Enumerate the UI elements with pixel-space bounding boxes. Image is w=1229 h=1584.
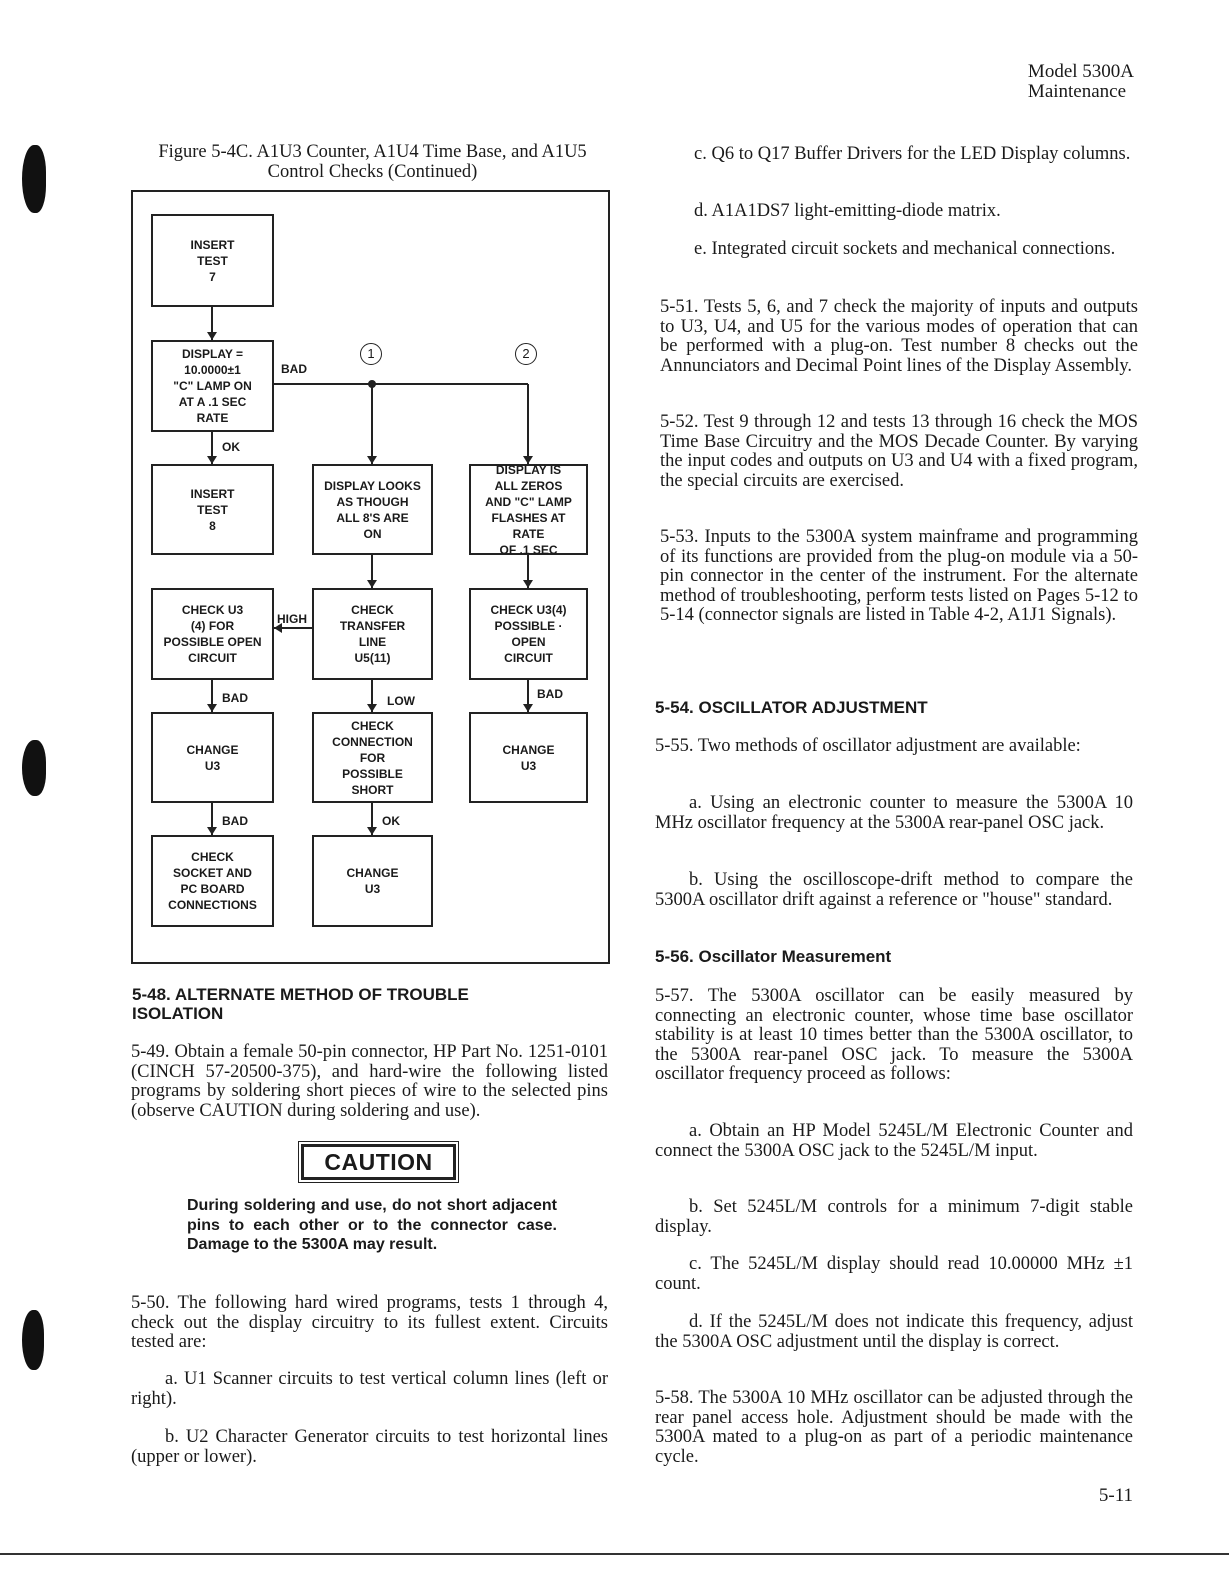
box-check-u3-4: CHECK U3 (4) FOR POSSIBLE OPEN CIRCUIT [151,588,274,680]
para-5-50-b: b. U2 Character Generator circuits to test horizontal lines (upper or lower). [131,1427,608,1467]
header-model: Model 5300A [1027,61,1134,82]
caution-text: During soldering and use, do not short adjacent pins to each other or to the connector case. Damage to the 5300A may result. [187,1197,557,1253]
box-check-u3-4-open: CHECK U3(4) POSSIBLE · OPEN CIRCUIT [469,588,588,680]
box-check-connection: CHECK CONNECTION FOR POSSIBLE SHORT [312,712,433,803]
para-5-57-a: a. Obtain an HP Model 5245L/M Electronic Counter and connect the 5300A OSC jack to the 5245L/M input. [655,1121,1133,1161]
para-e: e. Integrated circuit sockets and mechanical connections. [694,239,1116,259]
box-insert-test-8: INSERT TEST 8 [151,464,274,555]
label-bad-change: BAD [222,814,248,828]
label-bad-right: BAD [537,687,563,701]
para-5-55: 5-55. Two methods of oscillator adjustment are available: [655,736,1081,756]
section-5-48-title: 5-48. ALTERNATE METHOD OF TROUBLE ISOLATION [132,985,469,1023]
para-5-53: 5-53. Inputs to the 5300A system mainframe and programming of its functions are provided from the plug-on module via a 50-pin connector in the center of the instrument. For the alternate method of troubleshooting, perform tests listed on Pages 5-12 to 5-14 (connector signals are listed in Table 4-2, A1J1 Signals). [660,527,1138,625]
para-5-57-c: c. The 5245L/M display should read 10.00000 MHz ±1 count. [655,1254,1133,1294]
para-5-57: 5-57. The 5300A oscillator can be easily measured by connecting an electronic counter, whose time base oscillator stability is at least 10 times better than the 5300A oscillator, to the 5300A rear-panel OSC jack. To measure the 5300A oscillator frequency proceed as follows: [655,986,1133,1084]
label-high: HIGH [277,612,307,626]
para-5-58: 5-58. The 5300A 10 MHz oscillator can be adjusted through the rear panel access hole. Adjustment should be made with the 5300A mated to a plug-on as part of a periodic maintenance cycle. [655,1388,1133,1467]
label-bad-display: BAD [281,362,307,376]
box-display-eights: DISPLAY LOOKS AS THOUGH ALL 8'S ARE ON [312,464,433,555]
flowchart-frame [131,190,610,964]
page-header [1028,62,1134,102]
para-5-50-a: a. U1 Scanner circuits to test vertical column lines (left or right). [131,1369,608,1409]
para-5-49: 5-49. Obtain a female 50-pin connector, HP Part No. 1251-0101 (CINCH 57-20500-375), and hard-wire the following listed programs by soldering short pieces of wire to the selected pins (observe CAUTION during soldering and use). [131,1042,608,1121]
para-5-51: 5-51. Tests 5, 6, and 7 check the majority of inputs and outputs to U3, U4, and U5 for the various modes of operation that can be performed with a plug-on. Test number 8 checks out the Annunciators and Decimal Point lines of the Display Assembly. [660,297,1138,376]
label-ok-2: OK [382,814,400,828]
footer-rule [0,1553,1229,1555]
circle-marker-1: 1 [360,343,382,365]
page-number: 5-11 [1098,1485,1133,1506]
para-c: c. Q6 to Q17 Buffer Drivers for the LED Display columns. [694,144,1131,164]
label-ok-1: OK [222,440,240,454]
para-5-55-a: a. Using an electronic counter to measure the 5300A 10 MHz oscillator frequency at the 5300A rear-panel OSC jack. [655,793,1133,833]
circle-marker-2: 2 [515,343,537,365]
header-section: Maintenance [1027,81,1127,102]
box-check-socket: CHECK SOCKET AND PC BOARD CONNECTIONS [151,835,274,927]
para-5-57-d: d. If the 5245L/M does not indicate this frequency, adjust the 5300A OSC adjustment until the display is correct. [655,1312,1133,1352]
box-display-zeros: DISPLAY IS ALL ZEROS AND "C" LAMP FLASHES AT RATE OF .1 SEC [469,464,588,555]
box-change-u3-left: CHANGE U3 [151,712,274,803]
para-5-55-b: b. Using the oscilloscope-drift method to compare the 5300A oscillator drift against a reference or "house" standard. [655,870,1133,910]
label-bad-u3: BAD [222,691,248,705]
section-5-54-title: 5-54. OSCILLATOR ADJUSTMENT [655,698,928,717]
caution-title: CAUTION [324,1148,433,1175]
box-insert-test-7: INSERT TEST 7 [151,214,274,307]
caution-box [301,1144,456,1180]
binder-hole-top [22,145,46,213]
section-5-56-title: 5-56. Oscillator Measurement [655,947,892,966]
figure-caption: Figure 5-4C. A1U3 Counter, A1U4 Time Base, and A1U5 Control Checks (Continued) [158,142,587,182]
binder-hole-middle [22,740,46,796]
para-5-52: 5-52. Test 9 through 12 and tests 13 through 16 check the MOS Time Base Circuitry and the MOS Decade Counter. By varying the input codes and outputs on U3 and U4 with a fixed program, the special circuits are exercised. [660,412,1138,491]
box-change-u3-bottom: CHANGE U3 [312,835,433,927]
box-change-u3-right: CHANGE U3 [469,712,588,803]
box-display-check: DISPLAY = 10.0000±1 "C" LAMP ON AT A .1 SEC RATE [151,340,274,432]
para-5-50: 5-50. The following hard wired programs, tests 1 through 4, check out the display circuitry to its fullest extent. Circuits tested are: [131,1293,608,1352]
binder-hole-bottom [22,1310,44,1370]
para-d: d. A1A1DS7 light-emitting-diode matrix. [694,201,1001,221]
box-check-transfer-line: CHECK TRANSFER LINE U5(11) [312,588,433,680]
label-low: LOW [387,694,415,708]
para-5-57-b: b. Set 5245L/M controls for a minimum 7-digit stable display. [655,1197,1133,1237]
